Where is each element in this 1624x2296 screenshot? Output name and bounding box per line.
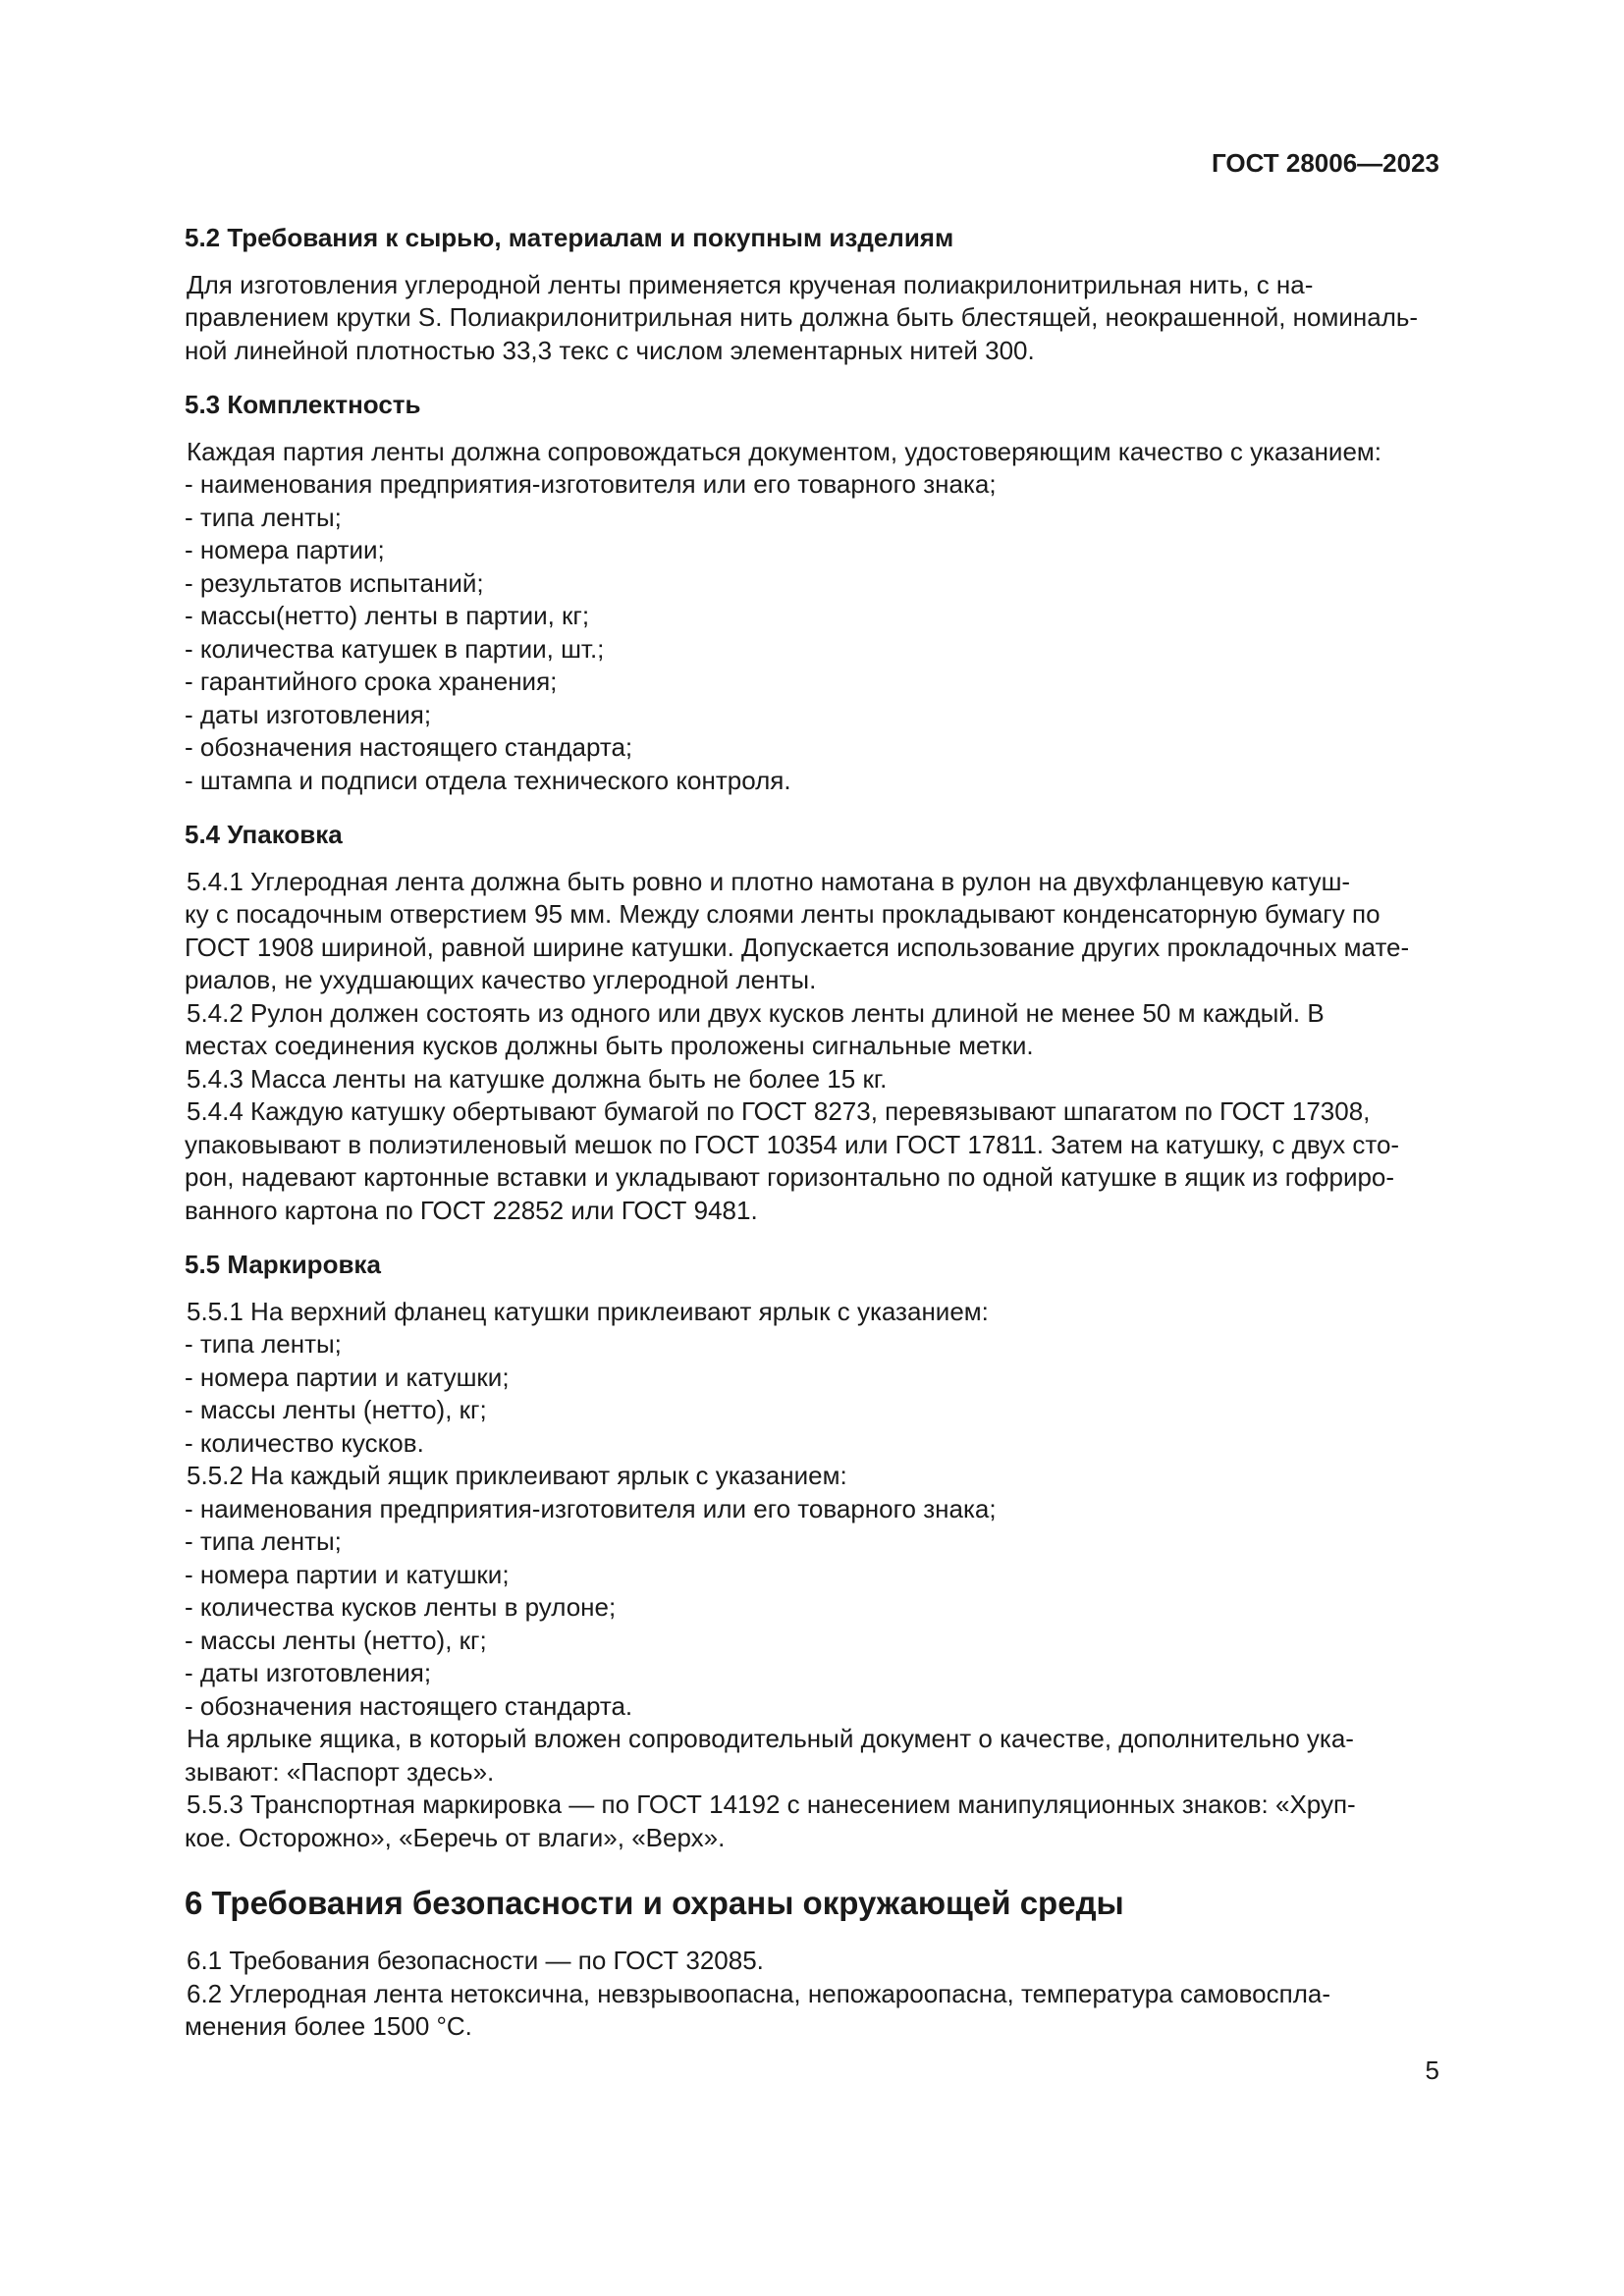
section-5-2-title: 5.2 Требования к сырью, материалам и покупным изделиям (185, 223, 954, 252)
list-item: - номера партии и катушки; (185, 1362, 510, 1392)
list-item: - типа ленты; (185, 1329, 342, 1359)
text-line: ной линейной плотностью 33,3 текс с числом элементарных нитей 300. (185, 335, 1035, 365)
list-item: - гарантийного срока хранения; (185, 667, 558, 696)
list-item: - количества кусков ленты в рулоне; (185, 1592, 617, 1622)
text-line: 5.5.3 Транспортная маркировка — по ГОСТ 14192 с нанесением манипуляционных знаков: «Хруп- (187, 1789, 1356, 1819)
text-line: 5.4.4 Каждую катушку обертывают бумагой по ГОСТ 8273, перевязывают шпагатом по ГОСТ 17308, (187, 1096, 1371, 1126)
section-5-4-body (185, 866, 1439, 1228)
list-item: - массы(нетто) ленты в партии, кг; (185, 601, 590, 630)
list-item: - обозначения настоящего стандарта. (185, 1690, 633, 1721)
document-code: ГОСТ 28006—2023 (1212, 148, 1439, 178)
list-item: - массы ленты (нетто), кг; (185, 1625, 487, 1655)
list-item: - обозначения настоящего стандарта; (185, 732, 633, 762)
section-6-body (185, 1945, 1439, 2044)
text-line: зывают: «Паспорт здесь». (185, 1756, 495, 1787)
list-item: - даты изготовления; (185, 699, 432, 729)
section-5-4-title: 5.4 Упаковка (185, 820, 343, 849)
list-item: - номера партии; (185, 535, 385, 564)
text-line: менения более 1500 °С. (185, 2011, 472, 2041)
list-item: - номера партии и катушки; (185, 1559, 510, 1589)
text-line: упаковывают в полиэтиленовый мешок по ГОСТ 10354 или ГОСТ 17811. Затем на катушку, с двух сто- (185, 1129, 1400, 1159)
list-item: - штампа и подписи отдела технического контроля. (185, 765, 791, 795)
text-line: ванного картона по ГОСТ 22852 или ГОСТ 9481. (185, 1195, 758, 1225)
text-line: рон, надевают картонные вставки и укладывают горизонтально по одной катушке в ящик из гофриро- (185, 1162, 1395, 1192)
text-line: 6.1 Требования безопасности — по ГОСТ 32085. (187, 1946, 764, 1975)
list-item: - количества катушек в партии, шт.; (185, 633, 605, 664)
text-line: правлением крутки S. Полиакрилонитрильная нить должна быть блестящей, неокрашенной, номиналь- (185, 302, 1419, 332)
text-line: 5.5.2 На каждый ящик приклеивают ярлык с указанием: (187, 1461, 847, 1490)
text-line: Для изготовления углеродной ленты применяется крученая полиакрилонитрильная нить, с на- (187, 269, 1314, 299)
text-line: 5.4.3 Масса ленты на катушке должна быть не более 15 кг. (187, 1063, 888, 1094)
list-item: - типа ленты; (185, 502, 342, 532)
list-item: - типа ленты; (185, 1526, 342, 1556)
text-line: 6.2 Углеродная лента нетоксична, невзрывоопасна, непожароопасна, температура самовоспла- (187, 1978, 1331, 2008)
text-line: 5.4.1 Углеродная лента должна быть ровно и плотно намотана в рулон на двухфланцевую катуш- (187, 866, 1351, 896)
text-line: На ярлыке ящика, в который вложен сопроводительный документ о качестве, дополнительно ука- (187, 1724, 1354, 1753)
text-line: ГОСТ 1908 шириной, равной ширине катушки. Допускается использование других прокладочных мате- (185, 932, 1410, 962)
list-item: - количество кусков. (185, 1427, 424, 1458)
list-item: - даты изготовления; (185, 1658, 432, 1687)
text-line: 5.4.2 Рулон должен состоять из одного или двух кусков ленты длиной не менее 50 м каждый. В (187, 997, 1325, 1028)
section-5-2-body (185, 269, 1439, 368)
text-line: местах соединения кусков должны быть проложены сигнальные метки. (185, 1031, 1034, 1060)
list-item: - наименования предприятия-изготовителя или его товарного знака; (185, 469, 997, 499)
section-6-title: 6 Требования безопасности и охраны окружающей среды (185, 1885, 1124, 1921)
text-line: Каждая партия ленты должна сопровождаться документом, удостоверяющим качество с указанием: (187, 436, 1382, 466)
text-line: 5.5.1 На верхний фланец катушки приклеивают ярлык с указанием: (187, 1296, 989, 1326)
text-line: кое. Осторожно», «Беречь от влаги», «Верх». (185, 1822, 726, 1852)
text-line: ку с посадочным отверстием 95 мм. Между слоями ленты прокладывают конденсаторную бумагу по (185, 899, 1380, 929)
list-item: - результатов испытаний; (185, 567, 484, 598)
section-5-3-body (185, 436, 1439, 798)
section-5-5-body (185, 1296, 1439, 1855)
list-item: - наименования предприятия-изготовителя или его товарного знака; (185, 1493, 997, 1523)
page-content (185, 222, 1439, 2044)
section-5-5-title: 5.5 Маркировка (185, 1250, 381, 1279)
page-number: 5 (1425, 2056, 1439, 2085)
list-item: - массы ленты (нетто), кг; (185, 1395, 487, 1424)
section-5-3-title: 5.3 Комплектность (185, 390, 421, 419)
text-line: риалов, не ухудшающих качество углеродной ленты. (185, 965, 817, 994)
